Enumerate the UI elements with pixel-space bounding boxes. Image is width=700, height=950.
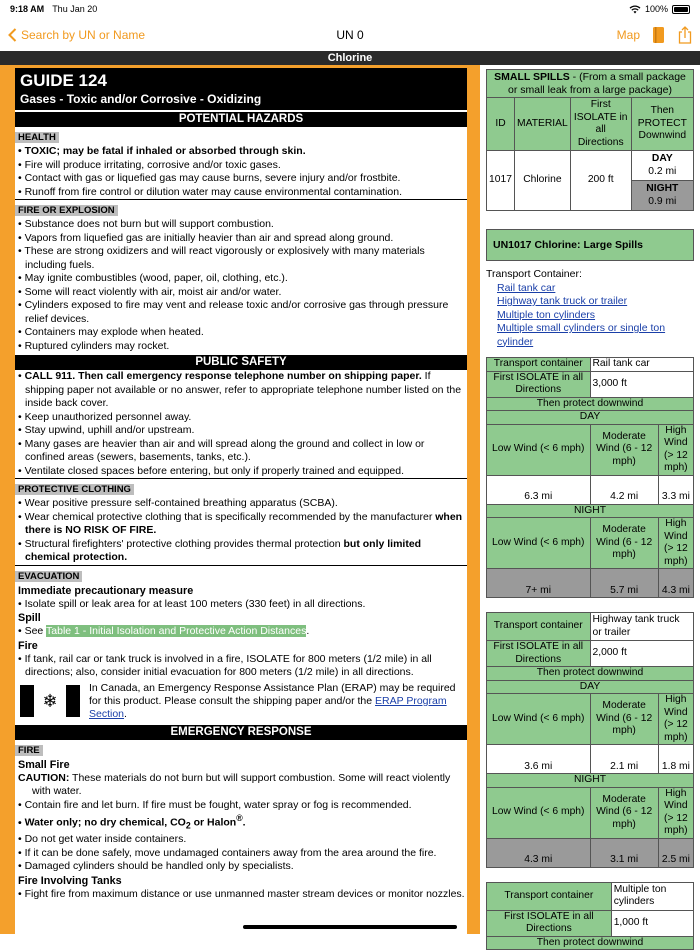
guide-panel xyxy=(0,65,480,934)
col-id: ID xyxy=(487,98,515,151)
tc-label: Transport container xyxy=(487,613,591,641)
small-spills-title xyxy=(487,70,694,98)
isolation-panel[interactable] xyxy=(480,65,700,934)
share-icon[interactable] xyxy=(678,26,692,44)
water-only-a: Water only; no dry chemical, CO xyxy=(25,817,186,829)
list-item: • Ventilate closed spaces before entering, but only if properly trained and equipped. xyxy=(15,465,467,479)
guide-content[interactable] xyxy=(15,68,467,934)
small-fire-list xyxy=(15,799,467,874)
transport-container-label: Transport Container: xyxy=(486,268,694,282)
large-spills-title: UN1017 Chlorine: Large Spills xyxy=(486,229,694,261)
day-mod-value: 2.1 mi xyxy=(590,745,658,774)
canada-flag-icon: ❄ xyxy=(20,685,80,717)
list-item: • Some will react violently with air, moist air and/or water. xyxy=(15,286,467,300)
list-item: • These are strong oxidizers and will react vigorously or explosively with many materials including fuels. xyxy=(15,245,467,272)
night-low-value: 4.3 mi xyxy=(487,838,591,867)
day-label: DAY xyxy=(487,680,694,694)
protect-label: Then protect downwind xyxy=(487,667,694,681)
fi-value: 2,000 ft xyxy=(590,641,694,667)
fi-label: First ISOLATE in all Directions xyxy=(487,910,612,936)
spill-end: . xyxy=(306,625,309,637)
list-item: • Contain fire and let burn. If fire must be fought, water spray or fog is recommended. xyxy=(15,799,467,813)
high-wind: High Wind (> 12 mph) xyxy=(658,787,693,838)
day-high-value: 3.3 mi xyxy=(658,475,693,504)
transport-container-list xyxy=(486,268,694,349)
erap-end: . xyxy=(124,708,127,720)
fire-explosion-label: FIRE OR EXPLOSION xyxy=(15,205,118,216)
pc3-bold: but only limited chemical protection. xyxy=(25,538,421,564)
list-item: • Ruptured cylinders may rocket. xyxy=(15,340,467,354)
guide-name: Gases - Toxic and/or Corrosive - Oxidizing xyxy=(20,91,463,107)
material-title-bar: Chlorine xyxy=(0,51,700,65)
water-only-b: or Halon xyxy=(191,817,237,829)
night-mod-value: 5.7 mi xyxy=(590,569,658,598)
water-only-sup: ® xyxy=(236,813,242,823)
cell-material: Chlorine xyxy=(514,151,570,211)
moderate-wind: Moderate Wind (6 - 12 mph) xyxy=(590,518,658,569)
tc-value: Rail tank car xyxy=(590,358,694,372)
health-label: HEALTH xyxy=(15,132,59,143)
fi-label: First ISOLATE in all Directions xyxy=(487,641,591,667)
protect-label: Then protect downwind xyxy=(487,936,694,950)
list-item: • Containers may explode when heated. xyxy=(15,326,467,340)
tc-label: Transport container xyxy=(487,882,612,910)
small-spills-bold: SMALL SPILLS xyxy=(494,71,570,83)
list-item: • Many gases are heavier than air and will spread along the ground and collect in low or confined areas (sewers, basements, tanks, etc.). xyxy=(15,438,467,465)
book-icon[interactable] xyxy=(652,26,666,44)
list-item: • If tank, rail car or tank truck is involved in a fire, ISOLATE for 800 meters (1/2 mile) in all directions; also, consider initial evacuation for 800 meters (1/2 mile) in all directions. xyxy=(15,653,467,680)
link-multiple-small-cylinders[interactable]: Multiple small cylinders or single ton cylinder xyxy=(497,322,665,348)
col-material: MATERIAL xyxy=(514,98,570,151)
erap-note xyxy=(15,680,467,723)
protective-clothing-list xyxy=(15,497,467,565)
link-rail-tank-car[interactable]: Rail tank car xyxy=(497,282,555,294)
small-spills-table xyxy=(486,69,694,211)
cell-id: 1017 xyxy=(487,151,515,211)
list-item: • Vapors from liquefied gas are initially heavier than air and spread along ground. xyxy=(15,232,467,246)
low-wind: Low Wind (< 6 mph) xyxy=(487,424,591,475)
emergency-response-header: EMERGENCY RESPONSE xyxy=(15,725,467,740)
cell-day xyxy=(631,151,693,181)
battery-icon xyxy=(672,5,690,14)
moderate-wind: Moderate Wind (6 - 12 mph) xyxy=(590,424,658,475)
divider xyxy=(15,478,467,479)
night-label: NIGHT xyxy=(487,504,694,518)
guide-header xyxy=(15,68,467,110)
link-multiple-ton-cylinders[interactable]: Multiple ton cylinders xyxy=(497,309,595,321)
day-label: DAY xyxy=(652,153,673,164)
high-wind: High Wind (> 12 mph) xyxy=(658,694,693,745)
list-item: • Runoff from fire control or dilution water may cause environmental contamination. xyxy=(15,186,467,200)
spill-heading: Spill xyxy=(15,611,467,625)
nav-title: UN 0 xyxy=(0,28,700,42)
fire-list xyxy=(15,218,467,353)
immediate-heading: Immediate precautionary measure xyxy=(15,584,467,598)
small-fire-heading: Small Fire xyxy=(15,758,467,772)
list-item: • Contact with gas or liquefied gas may cause burns, severe injury and/or frostbite. xyxy=(15,172,467,186)
map-button[interactable]: Map xyxy=(617,28,640,42)
night-high-value: 4.3 mi xyxy=(658,569,693,598)
night-value: 0.9 mi xyxy=(648,196,676,207)
day-low-value: 6.3 mi xyxy=(487,475,591,504)
pc2-bold: when there is NO RISK OF FIRE. xyxy=(25,511,462,537)
caution-bold: CAUTION: xyxy=(18,772,69,784)
list-item: • May ignite combustibles (wood, paper, oil, clothing, etc.). xyxy=(15,272,467,286)
divider xyxy=(15,565,467,566)
pc2-text: Wear chemical protective clothing that is specifically recommended by the manufacturer xyxy=(25,511,436,523)
erap-link[interactable]: ERAP Program Section xyxy=(89,695,447,720)
day-low-value: 3.6 mi xyxy=(487,745,591,774)
day-high-value: 1.8 mi xyxy=(658,745,693,774)
highway-tank-truck-table xyxy=(486,612,694,868)
fi-label: First ISOLATE in all Directions xyxy=(487,371,591,397)
low-wind: Low Wind (< 6 mph) xyxy=(487,518,591,569)
list-item: • If it can be done safely, move undamaged containers away from the area around the fire. xyxy=(15,847,467,861)
list-item: • Fire will produce irritating, corrosive and/or toxic gases. xyxy=(15,159,467,173)
call-911-rest: If shipping paper not available or no answer, refer to appropriate telephone number listed on the inside back cover. xyxy=(25,370,461,409)
tanks-heading: Fire Involving Tanks xyxy=(15,874,467,888)
caution-rest: These materials do not burn but will support combustion. Some will react violently with water. xyxy=(32,772,450,798)
col-protect: Then PROTECT Downwind xyxy=(631,98,693,151)
list-item xyxy=(15,812,467,833)
spill-see: See xyxy=(25,625,46,637)
fire-heading: Fire xyxy=(15,639,467,653)
tanks-list xyxy=(15,888,467,902)
erap-text: In Canada, an Emergency Response Assistance Plan (ERAP) may be required for this product. Please consult the shipping paper and/or the xyxy=(89,682,456,707)
er-fire-label: FIRE xyxy=(15,745,43,756)
day-mod-value: 4.2 mi xyxy=(590,475,658,504)
erap-text-block xyxy=(89,682,467,721)
list-item xyxy=(15,370,467,411)
water-only-sub: 2 xyxy=(186,821,191,831)
nav-actions xyxy=(617,26,692,44)
evacuation-label: EVACUATION xyxy=(15,571,82,582)
rail-tank-car-table xyxy=(486,357,694,598)
fi-value: 1,000 ft xyxy=(611,910,693,936)
list-item: • Fight fire from maximum distance or use unmanned master stream devices or monitor nozzles. xyxy=(15,888,467,902)
small-spills-desc: - (From a small package or small leak from a large package) xyxy=(508,71,686,96)
night-mod-value: 3.1 mi xyxy=(590,838,658,867)
cell-night xyxy=(631,181,693,211)
protect-label: Then protect downwind xyxy=(487,397,694,411)
tc-value: Highway tank truck or trailer xyxy=(590,613,694,641)
immediate-list xyxy=(15,598,467,612)
status-right xyxy=(629,4,690,14)
potential-hazards-header: POTENTIAL HAZARDS xyxy=(15,112,467,127)
night-low-value: 7+ mi xyxy=(487,569,591,598)
fi-value: 3,000 ft xyxy=(590,371,694,397)
list-item: • Cylinders exposed to fire may vent and release toxic and/or corrosive gas through pressure relief devices. xyxy=(15,299,467,326)
wifi-icon xyxy=(629,5,641,14)
list-item xyxy=(15,538,467,565)
day-label: DAY xyxy=(487,411,694,425)
day-value: 0.2 mi xyxy=(648,166,676,177)
protective-clothing-label: PROTECTIVE CLOTHING xyxy=(15,484,134,495)
moderate-wind: Moderate Wind (6 - 12 mph) xyxy=(590,694,658,745)
call-911-bold: CALL 911. Then call emergency response telephone number on shipping paper. xyxy=(25,370,422,382)
high-wind: High Wind (> 12 mph) xyxy=(658,424,693,475)
spill-list xyxy=(15,625,467,639)
high-wind: High Wind (> 12 mph) xyxy=(658,518,693,569)
col-isolate: First ISOLATE in all Directions xyxy=(570,98,631,151)
link-highway-tank-truck[interactable]: Highway tank truck or trailer xyxy=(497,295,627,307)
battery-percent: 100% xyxy=(645,4,668,14)
list-item: • Wear positive pressure self-contained breathing apparatus (SCBA). xyxy=(15,497,467,511)
guide-number: GUIDE 124 xyxy=(20,71,463,91)
status-time: 9:18 AM xyxy=(10,4,44,14)
nav-bar xyxy=(0,18,700,51)
list-item xyxy=(15,511,467,538)
list-item: • Damaged cylinders should be handled only by specialists. xyxy=(15,860,467,874)
public-safety-header: PUBLIC SAFETY xyxy=(15,355,467,370)
back-label: Search by UN or Name xyxy=(21,28,145,42)
list-item: • TOXIC; may be fatal if inhaled or absorbed through skin. xyxy=(15,145,467,159)
health-list xyxy=(15,145,467,199)
home-indicator[interactable] xyxy=(243,925,457,929)
list-item: • Substance does not burn but will support combustion. xyxy=(15,218,467,232)
water-only-c: . xyxy=(243,817,246,829)
list-item xyxy=(15,625,467,639)
public-safety-list xyxy=(15,370,467,478)
table-1-link[interactable]: Table 1 - Initial Isolation and Protective Action Distances xyxy=(46,625,306,637)
low-wind: Low Wind (< 6 mph) xyxy=(487,787,591,838)
list-item: • Keep unauthorized personnel away. xyxy=(15,411,467,425)
evac-fire-list xyxy=(15,653,467,680)
list-item: • Do not get water inside containers. xyxy=(15,833,467,847)
cell-isolate: 200 ft xyxy=(570,151,631,211)
list-item: • Isolate spill or leak area for at least 100 meters (330 feet) in all directions. xyxy=(15,598,467,612)
night-label: NIGHT xyxy=(487,774,694,788)
status-bar xyxy=(0,0,700,18)
moderate-wind: Moderate Wind (6 - 12 mph) xyxy=(590,787,658,838)
tc-label: Transport container xyxy=(487,358,591,372)
tc-value: Multiple ton cylinders xyxy=(611,882,693,910)
multiple-ton-cylinders-table xyxy=(486,882,694,950)
caution-text xyxy=(15,772,467,799)
low-wind: Low Wind (< 6 mph) xyxy=(487,694,591,745)
chevron-left-icon xyxy=(8,28,17,42)
status-date: Thu Jan 20 xyxy=(52,4,97,14)
divider xyxy=(15,199,467,200)
night-high-value: 2.5 mi xyxy=(658,838,693,867)
back-button[interactable] xyxy=(8,28,145,42)
pc3-text: Structural firefighters' protective clothing provides thermal protection xyxy=(25,538,344,550)
list-item: • Stay upwind, uphill and/or upstream. xyxy=(15,424,467,438)
night-label: NIGHT xyxy=(646,183,678,194)
